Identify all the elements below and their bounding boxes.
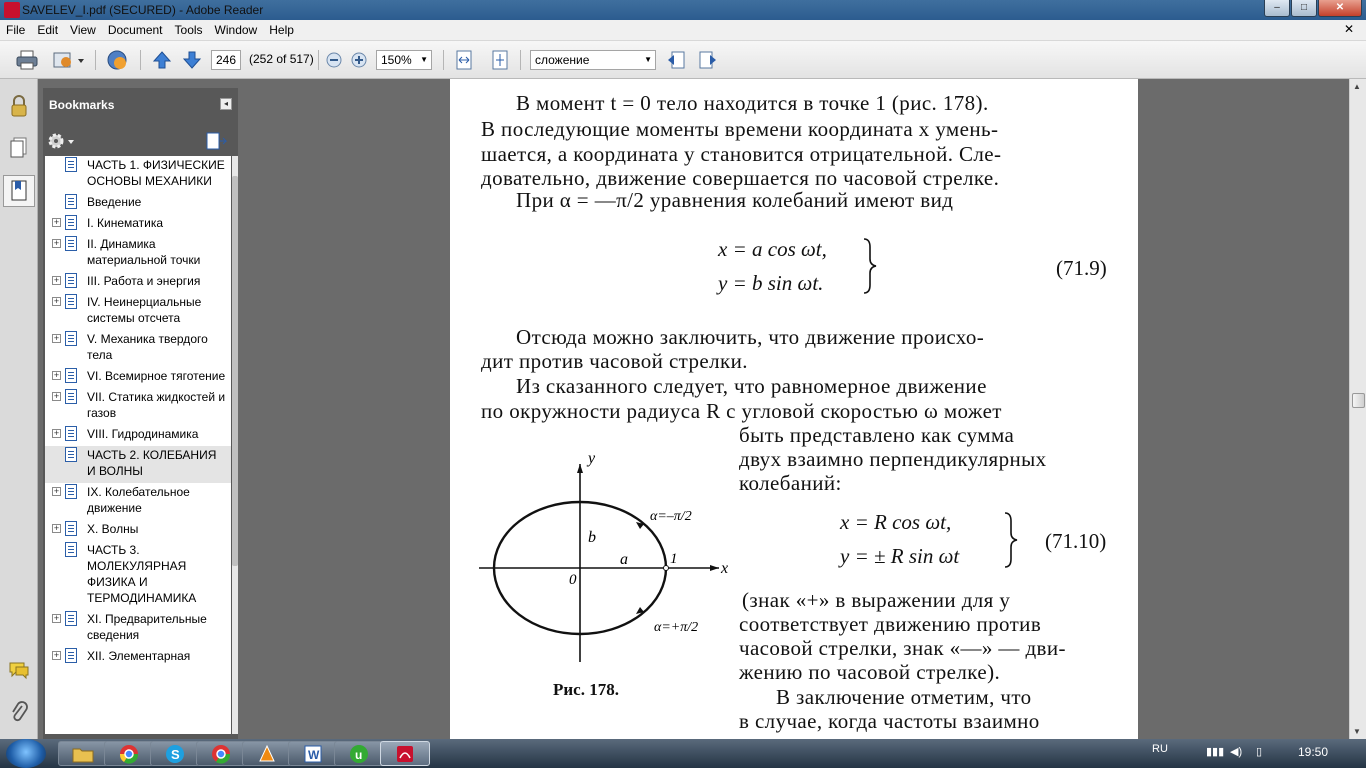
bookmark-label: II. Динамика материальной точки bbox=[87, 237, 201, 267]
network-icon[interactable]: ▮▮▮ bbox=[1206, 746, 1225, 758]
bookmark-page-icon bbox=[65, 194, 77, 209]
find-previous-button[interactable] bbox=[664, 49, 688, 71]
y-axis-label: y bbox=[588, 450, 596, 467]
fit-width-icon bbox=[455, 50, 473, 70]
bookmark-item[interactable] bbox=[45, 446, 231, 483]
bookmark-page-icon bbox=[65, 331, 77, 346]
menu-file[interactable]: File bbox=[6, 23, 26, 37]
language-indicator[interactable]: RU bbox=[1152, 743, 1168, 755]
adobe-reader-icon bbox=[4, 2, 20, 18]
text-line: шается, а координата y становится отрицательной. Сле- bbox=[481, 142, 1002, 166]
text-line: При α = —π/2 уравнения колебаний имеют вид bbox=[516, 188, 954, 212]
minimize-button[interactable]: – bbox=[1264, 0, 1290, 17]
bookmark-item[interactable] bbox=[45, 610, 231, 647]
page-number-input[interactable]: 246 bbox=[211, 50, 241, 70]
battery-icon[interactable]: ▯ bbox=[1256, 746, 1263, 758]
bookmark-item[interactable] bbox=[45, 214, 231, 235]
search-value: сложение bbox=[535, 53, 590, 67]
menu-window[interactable]: Window bbox=[214, 23, 258, 37]
chrome-icon bbox=[119, 744, 139, 764]
find-next-button[interactable] bbox=[696, 49, 720, 71]
bookmarks-button[interactable] bbox=[3, 175, 35, 207]
bookmark-label: VI. Всемирное тяготение bbox=[87, 369, 226, 383]
bookmark-item[interactable] bbox=[45, 272, 231, 293]
equation-number: (71.9) bbox=[1056, 256, 1107, 280]
bookmark-page-icon bbox=[65, 368, 77, 383]
x-axis-label: x bbox=[721, 560, 729, 577]
zoom-in-button[interactable] bbox=[350, 49, 368, 71]
bookmark-page-icon bbox=[65, 389, 77, 404]
bookmark-item[interactable] bbox=[45, 388, 231, 425]
menu-tools[interactable]: Tools bbox=[174, 23, 203, 37]
bookmark-item[interactable] bbox=[45, 483, 231, 520]
svg-text:W: W bbox=[308, 747, 320, 762]
bookmark-item[interactable] bbox=[45, 293, 231, 330]
bookmark-item[interactable] bbox=[45, 330, 231, 367]
zoom-select[interactable] bbox=[376, 50, 432, 70]
bookmark-expand-icon bbox=[206, 132, 228, 150]
bookmark-label: X. Волны bbox=[87, 522, 139, 536]
title-bar bbox=[0, 0, 1366, 20]
bookmark-item[interactable] bbox=[45, 156, 231, 193]
bookmark-icon bbox=[10, 180, 28, 202]
figure-ellipse-diagram bbox=[474, 444, 734, 669]
taskbar-adobe-reader[interactable] bbox=[380, 741, 430, 766]
bookmark-item[interactable] bbox=[45, 541, 231, 610]
equation-line: y = ± R sin ωt bbox=[840, 544, 960, 568]
equation-line: y = b sin ωt. bbox=[718, 271, 824, 295]
maximize-button[interactable]: □ bbox=[1291, 0, 1317, 17]
chevron-down-icon: ▼ bbox=[420, 55, 428, 64]
text-line: двух взаимно перпендикулярных bbox=[739, 447, 1047, 471]
taskbar bbox=[0, 739, 1366, 768]
taskbar-word[interactable] bbox=[288, 741, 338, 766]
volume-icon[interactable]: ◀) bbox=[1230, 746, 1243, 758]
text-line: довательно, движение совершается по часовой стрелке. bbox=[481, 166, 1000, 190]
window-title: SAVELEV_I.pdf (SECURED) - Adobe Reader bbox=[22, 3, 264, 17]
bookmark-label: I. Кинематика bbox=[87, 216, 164, 230]
arrow-up-icon bbox=[152, 50, 172, 70]
text-line: дит против часовой стрелки. bbox=[481, 349, 748, 373]
print-button[interactable] bbox=[14, 49, 40, 71]
taskbar-skype[interactable] bbox=[150, 741, 200, 766]
bookmark-page-icon bbox=[65, 542, 77, 557]
taskbar-chrome[interactable] bbox=[104, 741, 154, 766]
zoom-in-icon bbox=[351, 52, 367, 68]
bookmark-label: ЧАСТЬ 3. МОЛЕКУЛЯРНАЯ ФИЗИКА И ТЕРМОДИНАМИКА bbox=[87, 543, 197, 605]
zoom-out-button[interactable] bbox=[325, 49, 343, 71]
brace-icon bbox=[862, 237, 878, 295]
text-line: по окружности радиуса R с угловой скоростью ω может bbox=[481, 399, 1002, 423]
text-line: (знак «+» в выражении для y bbox=[742, 588, 1011, 612]
bookmarks-title: Bookmarks bbox=[49, 98, 115, 112]
bookmark-page-icon bbox=[65, 648, 77, 663]
text-line: В последующие моменты времени координата x умень- bbox=[481, 117, 999, 141]
b-label: b bbox=[588, 529, 596, 546]
text-line: В момент t = 0 тело находится в точке 1 (рис. 178). bbox=[516, 91, 989, 115]
zoom-value: 150% bbox=[381, 53, 412, 67]
bookmark-page-icon bbox=[65, 426, 77, 441]
vlc-icon bbox=[257, 744, 277, 764]
document-close-button[interactable]: ✕ bbox=[1343, 22, 1354, 36]
expand-icon[interactable]: + bbox=[53, 650, 60, 660]
speech-bubble-icon bbox=[8, 660, 30, 680]
bookmark-label: V. Механика твердого тела bbox=[87, 332, 208, 362]
equation-line: x = R cos ωt, bbox=[840, 510, 952, 534]
bookmarks-scrollbar-thumb[interactable] bbox=[232, 176, 238, 566]
text-line: жению по часовой стрелке). bbox=[739, 660, 1001, 684]
bookmark-page-icon bbox=[65, 157, 77, 172]
printer-icon bbox=[16, 50, 38, 70]
text-line: быть представлено как сумма bbox=[739, 423, 1015, 447]
menu-help[interactable]: Help bbox=[269, 23, 294, 37]
expand-icon[interactable]: + bbox=[53, 217, 60, 227]
gear-icon bbox=[47, 132, 77, 150]
bookmark-label: IV. Неинерциальные системы отсчета bbox=[87, 295, 202, 325]
menu-bar bbox=[0, 20, 1366, 41]
document-scrollbar-thumb[interactable] bbox=[1352, 393, 1365, 408]
origin-label: 0 bbox=[569, 572, 577, 588]
attachments-button[interactable] bbox=[6, 699, 32, 725]
pdf-page bbox=[450, 79, 1138, 739]
bookmark-page-icon bbox=[65, 447, 77, 462]
bookmark-item[interactable] bbox=[45, 647, 231, 668]
share-icon bbox=[52, 50, 84, 70]
expand-icon[interactable]: + bbox=[53, 391, 60, 401]
search-input[interactable] bbox=[530, 50, 656, 70]
text-line: часовой стрелки, знак «—» — дви- bbox=[739, 636, 1066, 660]
bookmark-item[interactable] bbox=[45, 235, 231, 272]
fit-width-button[interactable] bbox=[452, 49, 476, 71]
comments-button[interactable] bbox=[6, 657, 32, 683]
pages-icon bbox=[10, 137, 28, 159]
collapse-panel-button[interactable]: ◂ bbox=[220, 98, 232, 110]
document-scrollbar[interactable] bbox=[1349, 79, 1366, 739]
scroll-down-arrow-icon[interactable]: ▼ bbox=[1353, 727, 1361, 736]
figure-caption: Рис. 178. bbox=[553, 680, 619, 699]
expand-icon[interactable]: + bbox=[53, 275, 60, 285]
options-button[interactable] bbox=[47, 132, 77, 150]
menu-document[interactable]: Document bbox=[107, 23, 163, 37]
expand-icon[interactable]: + bbox=[53, 613, 60, 623]
toolbar bbox=[0, 41, 1366, 79]
text-line: Из сказанного следует, что равномерное движение bbox=[516, 374, 987, 398]
expand-icon[interactable]: + bbox=[53, 238, 60, 248]
menu-view[interactable]: View bbox=[70, 23, 96, 37]
text-line: в случае, когда частоты взаимно bbox=[739, 709, 1040, 733]
start-button[interactable] bbox=[6, 739, 46, 768]
find-previous-icon bbox=[666, 50, 686, 70]
collaborate-button[interactable] bbox=[104, 49, 130, 71]
page-count: (252 of 517) bbox=[249, 52, 314, 66]
next-page-button[interactable] bbox=[180, 49, 204, 71]
text-line: колебаний: bbox=[739, 471, 842, 495]
word-icon bbox=[303, 744, 323, 764]
bookmark-label: IX. Колебательное движение bbox=[87, 485, 190, 515]
pages-button[interactable] bbox=[6, 135, 32, 161]
point-1-marker bbox=[664, 566, 669, 571]
taskbar-vlc[interactable] bbox=[242, 741, 292, 766]
text-line: В заключение отметим, что bbox=[776, 685, 1032, 709]
bookmark-page-icon bbox=[65, 273, 77, 288]
bookmark-page-icon bbox=[65, 484, 77, 499]
bookmark-label: ЧАСТЬ 2. КОЛЕБАНИЯ И ВОЛНЫ bbox=[87, 448, 217, 478]
bookmark-label: VIII. Гидродинамика bbox=[87, 427, 199, 441]
expand-icon[interactable]: + bbox=[53, 486, 60, 496]
x-axis-arrow bbox=[710, 565, 719, 571]
share-button[interactable] bbox=[50, 49, 86, 71]
bookmark-page-icon bbox=[65, 294, 77, 309]
lock-icon bbox=[10, 95, 28, 117]
close-button[interactable]: ✕ bbox=[1318, 0, 1362, 17]
chrome-icon bbox=[211, 744, 231, 764]
scroll-up-arrow-icon[interactable]: ▲ bbox=[1353, 82, 1361, 91]
paperclip-icon bbox=[10, 701, 28, 723]
utorrent-icon bbox=[349, 744, 369, 764]
find-next-icon bbox=[698, 50, 718, 70]
menu-edit[interactable]: Edit bbox=[37, 23, 59, 37]
bookmark-label: XI. Предварительные сведения bbox=[87, 612, 207, 642]
navigation-strip bbox=[0, 79, 38, 739]
skype-icon bbox=[165, 744, 185, 764]
expand-icon[interactable]: + bbox=[53, 370, 60, 380]
bookmark-page-icon bbox=[65, 236, 77, 251]
svg-text:S: S bbox=[171, 746, 180, 762]
previous-page-button[interactable] bbox=[150, 49, 174, 71]
bookmark-item[interactable] bbox=[45, 425, 231, 446]
bookmark-page-icon bbox=[65, 521, 77, 536]
expand-icon[interactable]: + bbox=[53, 333, 60, 343]
y-axis-arrow bbox=[577, 464, 583, 473]
bookmark-label: III. Работа и энергия bbox=[87, 274, 201, 288]
text-line: Отсюда можно заключить, что движение происхо- bbox=[516, 325, 985, 349]
expand-icon[interactable]: + bbox=[53, 428, 60, 438]
equation-number: (71.10) bbox=[1045, 529, 1107, 553]
bookmark-item[interactable] bbox=[45, 520, 231, 541]
collaborate-icon bbox=[105, 49, 129, 71]
text-line: соответствует движению против bbox=[739, 612, 1042, 636]
bookmarks-panel bbox=[43, 88, 238, 739]
expand-icon[interactable]: + bbox=[53, 296, 60, 306]
a-label: a bbox=[620, 551, 628, 568]
folder-icon bbox=[72, 745, 94, 763]
alpha-top-label: α=–π/2 bbox=[650, 509, 692, 524]
zoom-out-icon bbox=[326, 52, 342, 68]
arrow-down-icon bbox=[182, 50, 202, 70]
bookmarks-toolbar bbox=[43, 128, 238, 154]
security-button[interactable] bbox=[6, 93, 32, 119]
equation-line: x = a cos ωt, bbox=[718, 237, 827, 261]
pdf-icon bbox=[395, 744, 415, 764]
chevron-down-icon: ▼ bbox=[644, 55, 652, 64]
fit-page-button[interactable] bbox=[488, 49, 512, 71]
clock[interactable]: 19:50 bbox=[1298, 745, 1329, 759]
svg-text:u: u bbox=[355, 747, 363, 762]
expand-icon[interactable]: + bbox=[53, 523, 60, 533]
point-1-label: 1 bbox=[670, 551, 678, 567]
fit-page-icon bbox=[491, 50, 509, 70]
bookmarks-scrollbar[interactable] bbox=[232, 156, 238, 734]
bookmark-label: ЧАСТЬ 1. ФИЗИЧЕСКИЕ ОСНОВЫ МЕХАНИКИ bbox=[87, 158, 225, 188]
bookmark-label: XII. Элементарная bbox=[87, 649, 191, 663]
bookmarks-list bbox=[45, 156, 231, 734]
bookmark-label: VII. Статика жидкостей и газов bbox=[87, 390, 226, 420]
expand-bookmark-button[interactable] bbox=[206, 132, 228, 150]
alpha-bottom-label: α=+π/2 bbox=[654, 620, 699, 635]
bookmark-item[interactable] bbox=[45, 193, 231, 214]
taskbar-explorer[interactable] bbox=[58, 741, 108, 766]
taskbar-chrome-2[interactable] bbox=[196, 741, 246, 766]
window-controls bbox=[1263, 0, 1362, 18]
bookmark-page-icon bbox=[65, 215, 77, 230]
brace-icon bbox=[1003, 511, 1019, 569]
bookmark-page-icon bbox=[65, 611, 77, 626]
taskbar-utorrent[interactable] bbox=[334, 741, 384, 766]
bookmark-label: Введение bbox=[87, 195, 142, 209]
bookmark-item[interactable] bbox=[45, 367, 231, 388]
